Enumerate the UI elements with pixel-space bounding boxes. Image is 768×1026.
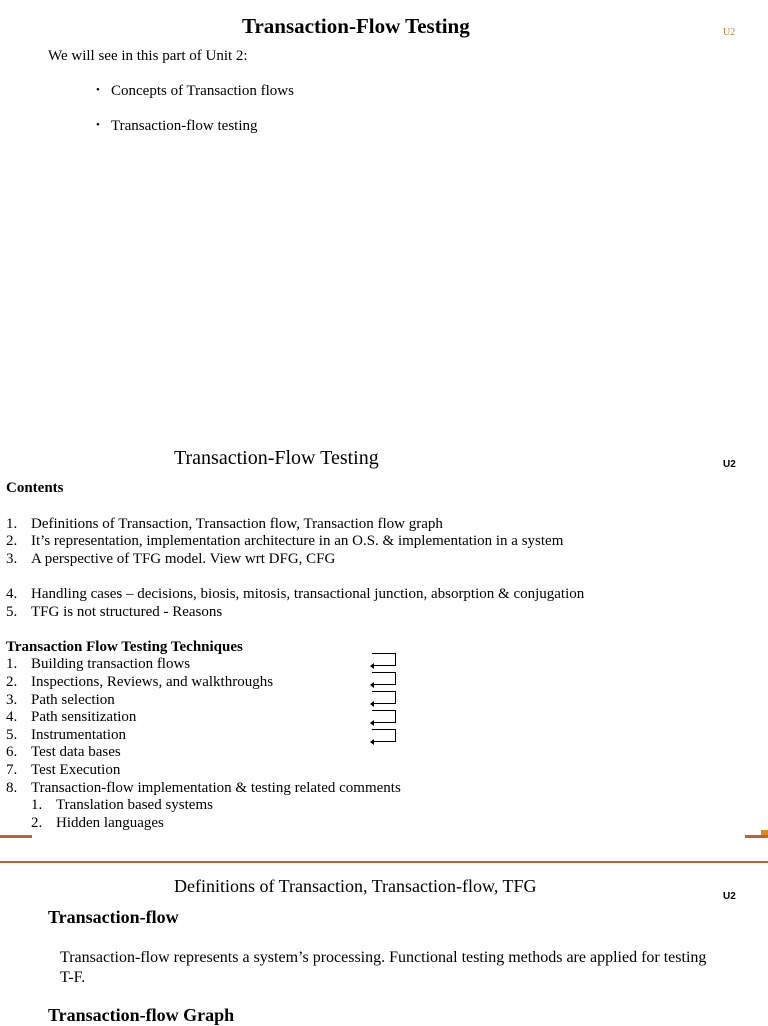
technique-item: 7. Test Execution: [6, 762, 121, 778]
contents-item: 3. A perspective of TFG model. View wrt DFG, CFG: [6, 551, 336, 567]
accent-bar-left: [0, 835, 32, 838]
contents-heading: Contents: [6, 480, 64, 496]
technique-sub-item: 2. Hidden languages: [31, 815, 164, 831]
slide3-unit-tag: U2: [723, 891, 736, 902]
techniques-heading: Transaction Flow Testing Techniques: [6, 639, 243, 655]
slide1-bullet-2: Transaction-flow testing: [111, 118, 258, 134]
bullet-dot: •: [96, 119, 100, 131]
slide3-heading-transaction-flow: Transaction-flow: [48, 907, 179, 927]
slide1-intro: We will see in this part of Unit 2:: [48, 48, 248, 64]
technique-item: 5. Instrumentation: [6, 727, 126, 743]
loop-arrow-icon: [372, 672, 396, 685]
loop-arrow-icon: [372, 729, 396, 742]
technique-item: 3. Path selection: [6, 692, 115, 708]
technique-item: 2. Inspections, Reviews, and walkthroughs: [6, 674, 274, 690]
slide1-unit-tag: U2: [723, 27, 736, 38]
slide1-title: Transaction-Flow Testing: [242, 14, 470, 38]
bullet-dot: •: [96, 84, 100, 96]
slide2-title: Transaction-Flow Testing: [174, 447, 379, 469]
slide1-bullet-1: Concepts of Transaction flows: [111, 83, 294, 99]
slide2-unit-tag: U2: [723, 459, 736, 470]
loop-arrow-icon: [372, 653, 396, 666]
technique-sub-item: 1. Translation based systems: [31, 797, 213, 813]
technique-item: 6. Test data bases: [6, 744, 121, 760]
contents-item: 1. Definitions of Transaction, Transaction flow, Transaction flow graph: [6, 516, 443, 532]
slide3-paragraph: Transaction-flow represents a system’s processing. Functional testing methods are applied for testing T-F.: [60, 949, 707, 986]
slide-separator: [0, 861, 768, 863]
contents-item: 5. TFG is not structured - Reasons: [6, 604, 223, 620]
slide3-title: Definitions of Transaction, Transaction-flow, TFG: [174, 876, 537, 896]
accent-bar-right: [745, 835, 768, 838]
technique-item: 4. Path sensitization: [6, 709, 137, 725]
loop-arrow-icon: [372, 710, 396, 723]
technique-item: 8. Transaction-flow implementation & testing related comments: [6, 780, 401, 796]
loop-arrow-icon: [372, 691, 396, 704]
contents-item: 2. It’s representation, implementation architecture in an O.S. & implementation in a system: [6, 533, 564, 549]
slide3-heading-tfg: Transaction-flow Graph: [48, 1005, 235, 1025]
contents-item: 4. Handling cases – decisions, biosis, mitosis, transactional junction, absorption & conjugation: [6, 586, 585, 602]
accent-square: [761, 830, 768, 835]
technique-item: 1. Building transaction flows: [6, 656, 191, 672]
